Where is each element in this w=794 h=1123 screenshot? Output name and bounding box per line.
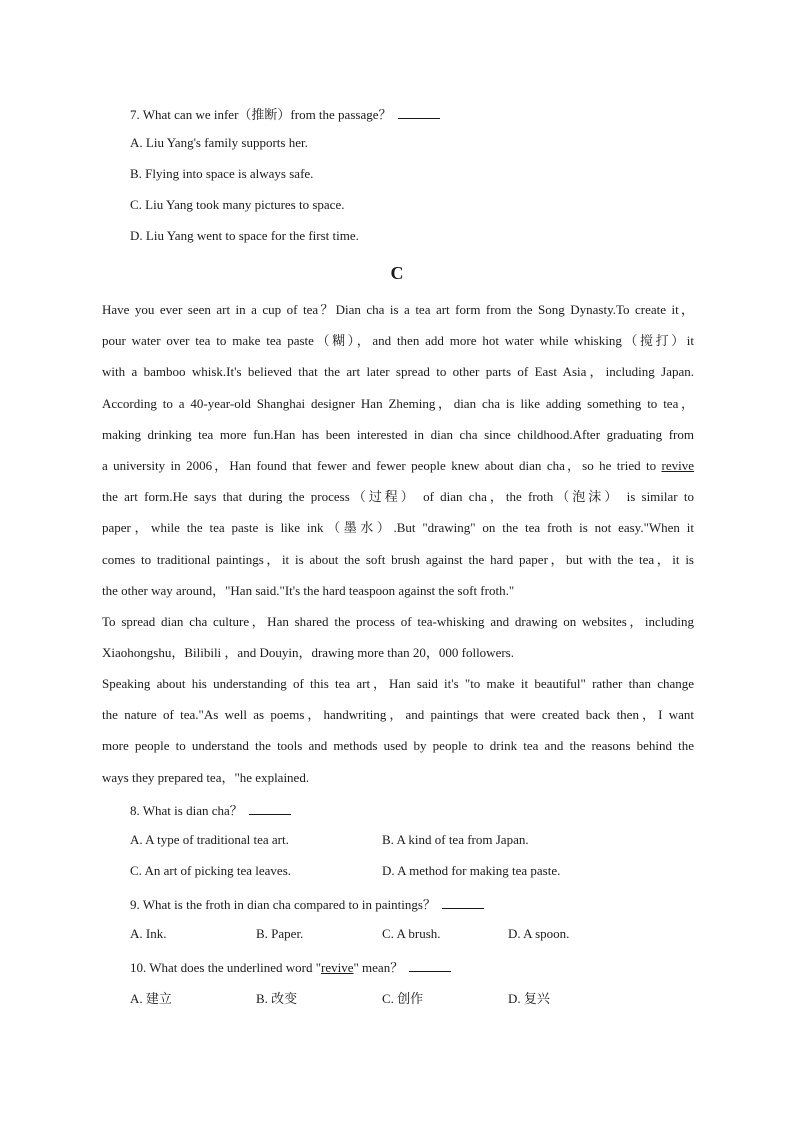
question-10-option-d: D. 复兴 — [508, 991, 550, 1006]
question-9-option-c: C. A brush. — [382, 926, 441, 941]
question-10 — [130, 957, 451, 976]
question-7 — [130, 104, 440, 123]
section-heading: C — [390, 263, 404, 283]
answer-blank[interactable] — [398, 106, 440, 119]
question-7-option-a: A. Liu Yang's family supports her. — [130, 135, 308, 150]
passage-line: Speaking about his understanding of this tea art，Han said it's "to make it beautiful" rather than change — [102, 676, 694, 691]
question-7-option-c: C. Liu Yang took many pictures to space. — [130, 197, 345, 212]
question-8-option-c: C. An art of picking tea leaves. — [130, 863, 292, 878]
answer-blank[interactable] — [409, 959, 451, 972]
passage-line: the art form.He says that during the process（过程） of dian cha，the froth（泡沫） is similar to — [102, 489, 694, 505]
question-9 — [130, 894, 484, 913]
question-8-option-d: D. A method for making tea paste. — [382, 863, 561, 878]
question-7-option-d: D. Liu Yang went to space for the first time. — [130, 228, 359, 243]
passage-line: According to a 40-year-old Shanghai designer Han Zheming，dian cha is like adding something to tea， — [102, 395, 694, 411]
question-9-stem: 9. What is the froth in dian cha compared to in paintings？ — [130, 897, 436, 912]
passage-line: comes to traditional paintings，it is about the soft brush against the hard paper，but with the tea，it is — [102, 551, 694, 567]
question-10-stem-end: " mean？ — [353, 960, 404, 975]
question-9-option-d: D. A spoon. — [508, 926, 570, 941]
question-8-option-a: A. A type of traditional tea art. — [130, 832, 289, 847]
question-9-option-b: B. Paper. — [256, 926, 304, 941]
passage-line: Xiaohongshu，Bilibili ，and Douyin，drawing more than 20，000 followers. — [102, 645, 514, 661]
question-10-option-a: A. 建立 — [130, 991, 172, 1006]
question-8-option-b: B. A kind of tea from Japan. — [382, 832, 529, 847]
passage-line: making drinking tea more fun.Han has been interested in dian cha since childhood.After graduating from — [102, 426, 694, 442]
question-8-stem: 8. What is dian cha？ — [130, 803, 243, 818]
passage-line: the other way around，"Han said."It's the hard teaspoon against the soft froth." — [102, 582, 515, 598]
passage-line: more people to understand the tools and methods used by people to drink tea and the reasons behind the — [102, 738, 694, 754]
passage-line: with a bamboo whisk.It's believed that the art later spread to other parts of East Asia，including Japan. — [102, 364, 694, 380]
passage-line: pour water over tea to make tea paste（糊），and then add more hot water while whisking（搅打）it — [102, 333, 694, 349]
question-8 — [130, 800, 291, 819]
underlined-word: revive — [321, 960, 354, 975]
question-10-option-b: B. 改变 — [256, 991, 298, 1006]
answer-blank[interactable] — [249, 802, 291, 815]
passage-line: the nature of tea."As well as poems，handwriting，and paintings that were created back then，I want — [102, 707, 694, 723]
question-9-option-a: A. Ink. — [130, 926, 167, 941]
question-7-stem: 7. What can we infer（推断）from the passage？ — [130, 107, 392, 122]
underlined-word: revive — [661, 458, 694, 474]
passage-line: Have you ever seen art in a cup of tea？Dian cha is a tea art form from the Song Dynasty.To create it， — [102, 302, 694, 317]
passage-line: To spread dian cha culture，Han shared the process of tea-whisking and drawing on websites，including — [102, 614, 694, 629]
question-7-option-b: B. Flying into space is always safe. — [130, 166, 314, 181]
passage-line: ways they prepared tea，"he explained. — [102, 769, 310, 785]
question-10-stem: 10. What does the underlined word " — [130, 960, 321, 975]
passage-paragraph-2 — [102, 606, 694, 668]
passage-line: paper，while the tea paste is like ink（墨水）.But "drawing" on the tea froth is not easy."When it — [102, 520, 694, 536]
answer-blank[interactable] — [442, 896, 484, 909]
passage-paragraph-1 — [102, 294, 694, 606]
question-10-option-c: C. 创作 — [382, 991, 424, 1006]
passage-paragraph-3 — [102, 668, 694, 793]
passage-line — [102, 450, 694, 481]
passage-text: a university in 2006，Han found that fewer and fewer people knew about dian cha，so he tried to — [102, 458, 662, 474]
